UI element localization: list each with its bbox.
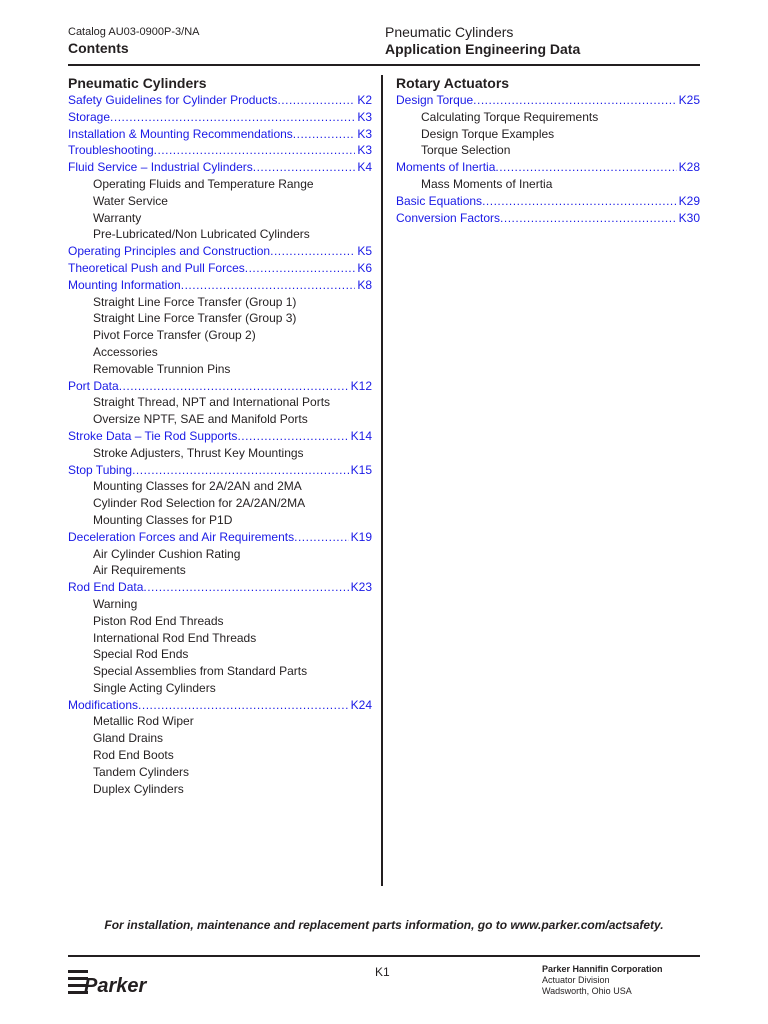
toc-entry-page: K28 <box>678 160 700 175</box>
footer-rule <box>68 955 700 957</box>
toc-subentry: Design Torque Examples <box>421 126 555 141</box>
toc-list-pneumatic <box>68 92 372 797</box>
logo-wordmark: Parker <box>84 975 147 997</box>
toc-subentry: Tandem Cylinders <box>93 764 190 779</box>
dot-leader <box>294 529 349 546</box>
toc-subentry: Pre-Lubricated/Non Lubricated Cylinders <box>93 227 310 242</box>
toc-subentry: Metallic Rod Wiper <box>93 714 194 729</box>
toc-entry-link[interactable] <box>68 92 372 109</box>
header-left <box>68 26 199 57</box>
header-subtitle: Pneumatic Cylinders <box>385 24 514 40</box>
toc-entry-page: K19 <box>350 529 372 544</box>
dot-leader <box>277 92 355 109</box>
toc-entry-label: Theoretical Push and Pull Forces <box>68 260 245 275</box>
toc-entry-page: K24 <box>350 697 372 712</box>
toc-entry-label: Design Torque <box>396 93 474 107</box>
toc-entry-label: Basic Equations <box>396 193 483 208</box>
toc-entry-link[interactable] <box>68 462 372 479</box>
toc-subentry: Pivot Force Transfer (Group 2) <box>93 328 256 343</box>
toc-entry-link[interactable] <box>396 210 700 227</box>
toc-column-pneumatic <box>68 75 372 797</box>
dot-leader <box>495 159 676 176</box>
toc-subentry: Stroke Adjusters, Thrust Key Mountings <box>93 445 304 460</box>
toc-entry-link[interactable] <box>68 529 372 546</box>
dot-leader <box>237 428 348 445</box>
section-title-rotary: Rotary Actuators <box>396 75 510 91</box>
toc-entry-label: Moments of Inertia <box>396 160 496 175</box>
toc-entry-page: K3 <box>357 143 372 158</box>
toc-subentry: International Rod End Threads <box>93 630 257 645</box>
dot-leader <box>500 210 677 227</box>
toc-entry-page: K23 <box>350 580 372 595</box>
section-title-pneumatic: Pneumatic Cylinders <box>68 75 207 91</box>
toc-subentry: Torque Selection <box>421 143 511 158</box>
toc-entry-link[interactable] <box>68 260 372 277</box>
toc-entry-label: Stop Tubing <box>68 462 133 477</box>
dot-leader <box>293 126 356 143</box>
toc-entry-page: K14 <box>350 428 372 443</box>
toc-subentry: Mass Moments of Inertia <box>421 176 553 191</box>
dot-leader <box>138 697 349 714</box>
toc-entry-link[interactable] <box>68 126 372 143</box>
company-division: Actuator Division <box>542 975 610 985</box>
dot-leader <box>473 92 676 109</box>
toc-column-rotary <box>396 75 700 226</box>
toc-entry-label: Rod End Data <box>68 580 144 595</box>
toc-subentry: Rod End Boots <box>93 748 174 763</box>
toc-entry-page: K30 <box>678 210 700 225</box>
toc-entry-link[interactable] <box>396 92 700 109</box>
toc-subentry: Accessories <box>93 344 158 359</box>
toc-entry-link[interactable] <box>68 243 372 260</box>
toc-entry-link[interactable] <box>68 277 372 294</box>
toc-entry-page: K4 <box>357 160 372 175</box>
toc-subentry: Oversize NPTF, SAE and Manifold Ports <box>93 412 308 427</box>
toc-subentry: Mounting Classes for P1D <box>93 512 233 527</box>
toc-entry-page: K29 <box>678 193 700 208</box>
toc-subentry: Straight Line Force Transfer (Group 1) <box>93 294 297 309</box>
toc-subentry: Removable Trunnion Pins <box>93 361 231 376</box>
toc-entry-label: Operating Principles and Construction <box>68 244 271 259</box>
toc-subentry: Calculating Torque Requirements <box>421 109 599 124</box>
toc-subentry: Mounting Classes for 2A/2AN and 2MA <box>93 479 302 494</box>
toc-entry-page: K25 <box>678 93 700 107</box>
header-title: Application Engineering Data <box>385 41 581 57</box>
toc-entry-label: Port Data <box>68 378 119 393</box>
toc-entry-link[interactable] <box>68 142 372 159</box>
dot-leader <box>482 193 677 210</box>
toc-entry-label: Troubleshooting <box>68 143 154 158</box>
contents-heading: Contents <box>68 40 129 56</box>
toc-entry-page: K5 <box>357 244 372 259</box>
toc-entry-label: Safety Guidelines for Cylinder Products <box>68 93 278 107</box>
header-rule <box>68 64 700 66</box>
toc-entry-link[interactable] <box>68 579 372 596</box>
toc-subentry: Gland Drains <box>93 731 164 746</box>
toc-entry-link[interactable] <box>396 193 700 210</box>
toc-subentry: Air Requirements <box>93 563 186 578</box>
toc-entry-label: Deceleration Forces and Air Requirements <box>68 529 295 544</box>
toc-entry-page: K8 <box>357 277 372 292</box>
toc-entry-label: Storage <box>68 109 111 124</box>
toc-entry-link[interactable] <box>396 159 700 176</box>
toc-entry-label: Mounting Information <box>68 277 181 292</box>
toc-subentry: Single Acting Cylinders <box>93 680 216 695</box>
toc-subentry: Warranty <box>93 210 142 225</box>
dot-leader <box>245 260 356 277</box>
toc-subentry: Warning <box>93 596 138 611</box>
dot-leader <box>110 109 355 126</box>
toc-subentry: Duplex Cylinders <box>93 781 184 796</box>
dot-leader <box>253 159 356 176</box>
dot-leader <box>154 142 356 159</box>
dot-leader <box>119 378 349 395</box>
toc-subentry: Straight Line Force Transfer (Group 3) <box>93 311 297 326</box>
toc-entry-page: K3 <box>357 126 372 141</box>
toc-entry-link[interactable] <box>68 428 372 445</box>
toc-entry-label: Stroke Data – Tie Rod Supports <box>68 428 238 443</box>
parker-logo <box>68 966 154 1000</box>
company-block <box>542 964 663 997</box>
header-right <box>385 24 580 58</box>
toc-entry-label: Fluid Service – Industrial Cylinders <box>68 160 253 175</box>
toc-entry-page: K15 <box>350 462 372 477</box>
page-number: K1 <box>375 965 390 979</box>
toc-subentry: Operating Fluids and Temperature Range <box>93 176 314 191</box>
toc-subentry: Air Cylinder Cushion Rating <box>93 546 241 561</box>
toc-entry-label: Modifications <box>68 697 139 712</box>
toc-subentry: Special Rod Ends <box>93 647 189 662</box>
toc-entry-link[interactable] <box>68 697 372 714</box>
toc-entry-page: K12 <box>350 378 372 393</box>
safety-footer-note: For installation, maintenance and replacement parts information, go to www.parker.com/actsafety. <box>104 918 664 932</box>
toc-list-rotary <box>396 92 700 226</box>
dot-leader <box>132 462 349 479</box>
toc-entry-link[interactable] <box>68 109 372 126</box>
toc-subentry: Straight Thread, NPT and International Ports <box>93 395 331 410</box>
toc-subentry: Piston Rod End Threads <box>93 613 224 628</box>
toc-entry-label: Installation & Mounting Recommendations <box>68 126 293 141</box>
toc-entry-link[interactable] <box>68 159 372 176</box>
column-divider <box>381 75 383 886</box>
toc-subentry: Cylinder Rod Selection for 2A/2AN/2MA <box>93 496 306 511</box>
toc-subentry: Water Service <box>93 193 168 208</box>
catalog-number: Catalog AU03-0900P-3/NA <box>68 26 200 38</box>
toc-entry-link[interactable] <box>68 378 372 395</box>
dot-leader <box>143 579 348 596</box>
dot-leader <box>270 243 355 260</box>
toc-entry-page: K2 <box>357 93 372 107</box>
company-name: Parker Hannifin Corporation <box>542 964 663 974</box>
toc-entry-label: Conversion Factors <box>396 210 501 225</box>
toc-entry-page: K6 <box>357 260 372 275</box>
toc-subentry: Special Assemblies from Standard Parts <box>93 664 308 679</box>
toc-entry-page: K3 <box>357 109 372 124</box>
company-location: Wadsworth, Ohio USA <box>542 986 632 996</box>
dot-leader <box>181 277 356 294</box>
